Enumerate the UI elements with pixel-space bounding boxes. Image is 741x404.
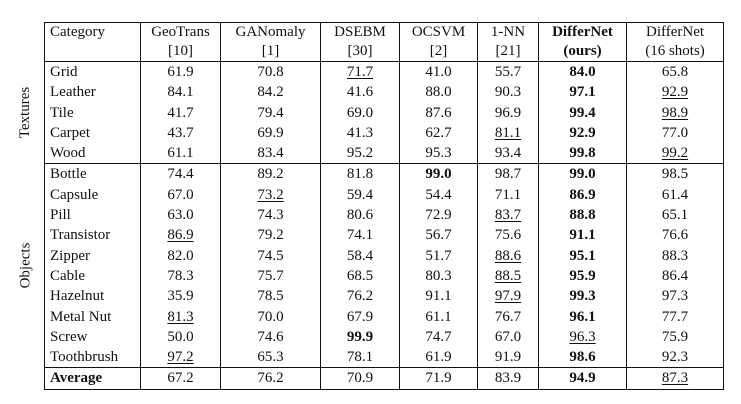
- score-value: 41.7: [167, 104, 194, 121]
- score-cell: [221, 82, 321, 102]
- header-method-ref: [10]: [141, 42, 221, 62]
- table-row: [45, 185, 724, 205]
- table-row: [45, 123, 724, 143]
- score-cell: [478, 286, 539, 306]
- score-value: 70.0: [257, 308, 284, 325]
- score-cell: [221, 266, 321, 286]
- score-cell: [539, 307, 627, 327]
- score-cell: [400, 62, 478, 83]
- score-cell: [478, 266, 539, 286]
- score-cell: [478, 246, 539, 266]
- table-row: [45, 205, 724, 225]
- score-value: 41.6: [346, 84, 374, 101]
- score-value: 82.0: [167, 247, 194, 264]
- table-row: [45, 347, 724, 368]
- score-cell: [627, 286, 724, 306]
- score-cell: [400, 143, 478, 164]
- table-row: [45, 246, 724, 266]
- score-value: 91.1: [569, 227, 596, 244]
- score-cell: [321, 246, 400, 266]
- score-cell: [627, 164, 724, 185]
- row-category: Average: [45, 368, 141, 389]
- score-cell: [221, 205, 321, 225]
- score-cell: [141, 205, 221, 225]
- results-table: [44, 22, 724, 390]
- score-value: 80.3: [425, 267, 452, 284]
- score-cell: [321, 205, 400, 225]
- row-category: Cable: [45, 266, 141, 286]
- score-value: 55.7: [494, 64, 522, 80]
- score-value: 98.7: [494, 166, 522, 183]
- average-row: [45, 368, 724, 389]
- score-value: 78.5: [257, 288, 284, 305]
- score-value: 65.1: [661, 207, 689, 224]
- score-value: 96.9: [494, 104, 522, 121]
- score-cell: [141, 368, 221, 389]
- table-row: [45, 286, 724, 306]
- score-cell: [539, 103, 627, 123]
- score-value: 84.2: [257, 84, 284, 101]
- score-value: 54.4: [425, 186, 452, 203]
- header-row-2: [45, 42, 724, 62]
- score-cell: [321, 185, 400, 205]
- score-value: 98.9: [661, 104, 689, 121]
- table-row: [45, 327, 724, 347]
- score-value: 78.3: [167, 267, 194, 284]
- score-cell: [221, 123, 321, 143]
- score-cell: [627, 205, 724, 225]
- score-value: 98.6: [569, 349, 596, 366]
- score-value: 65.3: [257, 349, 284, 366]
- score-value: 74.6: [257, 328, 284, 345]
- score-value: 96.3: [569, 328, 596, 345]
- score-cell: [539, 225, 627, 245]
- score-cell: [627, 103, 724, 123]
- table-row: [45, 103, 724, 123]
- score-value: 69.9: [257, 124, 284, 141]
- score-value: 95.9: [569, 267, 596, 284]
- score-cell: [400, 286, 478, 306]
- group-label: [16, 164, 36, 368]
- score-value: 74.1: [346, 227, 374, 244]
- score-cell: [141, 143, 221, 164]
- row-category: Pill: [45, 205, 141, 225]
- score-value: 67.0: [494, 328, 522, 345]
- score-value: 78.1: [346, 349, 374, 366]
- score-cell: [539, 82, 627, 102]
- score-value: 92.9: [569, 124, 596, 141]
- score-cell: [627, 185, 724, 205]
- score-value: 75.9: [661, 328, 689, 345]
- score-value: 77.0: [661, 124, 689, 141]
- score-cell: [321, 266, 400, 286]
- score-cell: [627, 82, 724, 102]
- score-cell: [400, 205, 478, 225]
- header-method-name: DSEBM: [321, 23, 400, 43]
- score-value: 70.9: [346, 370, 374, 387]
- score-cell: [539, 286, 627, 306]
- score-value: 71.1: [494, 186, 522, 203]
- score-value: 69.0: [346, 104, 374, 121]
- score-cell: [627, 307, 724, 327]
- score-cell: [478, 123, 539, 143]
- score-cell: [221, 103, 321, 123]
- score-value: 90.3: [494, 84, 522, 101]
- group-label-text: Textures: [17, 87, 34, 139]
- score-value: 35.9: [167, 288, 194, 305]
- score-value: 83.7: [494, 207, 522, 224]
- score-cell: [400, 164, 478, 185]
- score-value: 97.3: [661, 288, 689, 305]
- score-value: 88.5: [494, 267, 522, 284]
- score-cell: [141, 307, 221, 327]
- score-value: 67.9: [346, 308, 374, 325]
- score-value: 74.4: [167, 166, 194, 183]
- score-value: 91.1: [425, 288, 452, 305]
- score-cell: [539, 143, 627, 164]
- score-value: 83.9: [494, 370, 522, 387]
- score-cell: [141, 123, 221, 143]
- score-cell: [221, 143, 321, 164]
- score-value: 56.7: [425, 227, 452, 244]
- score-cell: [539, 205, 627, 225]
- score-cell: [400, 185, 478, 205]
- score-value: 99.9: [346, 328, 374, 345]
- score-cell: [400, 347, 478, 368]
- group-label-text: Objects: [17, 243, 34, 289]
- score-value: 99.2: [661, 145, 689, 162]
- score-value: 68.5: [346, 267, 374, 284]
- score-cell: [478, 185, 539, 205]
- score-value: 81.8: [346, 166, 374, 183]
- score-cell: [321, 286, 400, 306]
- score-cell: [141, 82, 221, 102]
- score-value: 79.4: [257, 104, 284, 121]
- score-cell: [627, 123, 724, 143]
- score-value: 97.2: [167, 349, 194, 366]
- score-value: 81.1: [494, 124, 522, 141]
- score-cell: [478, 225, 539, 245]
- score-cell: [478, 347, 539, 368]
- score-cell: [321, 103, 400, 123]
- header-method-name: GANomaly: [221, 23, 321, 43]
- score-cell: [400, 82, 478, 102]
- score-value: 92.9: [661, 84, 689, 101]
- score-value: 98.5: [661, 166, 689, 183]
- row-category: Wood: [45, 143, 141, 164]
- score-value: 61.1: [167, 145, 194, 162]
- score-value: 86.4: [661, 267, 689, 284]
- score-cell: [478, 327, 539, 347]
- score-value: 70.8: [257, 64, 284, 80]
- score-cell: [221, 246, 321, 266]
- score-cell: [321, 164, 400, 185]
- score-value: 86.9: [569, 186, 596, 203]
- score-cell: [627, 246, 724, 266]
- header-method-name: DifferNet: [645, 24, 705, 40]
- score-cell: [400, 225, 478, 245]
- score-cell: [539, 327, 627, 347]
- score-value: 88.0: [425, 84, 452, 101]
- score-cell: [221, 347, 321, 368]
- row-category: Hazelnut: [45, 286, 141, 306]
- row-category: Toothbrush: [45, 347, 141, 368]
- score-value: 77.7: [661, 308, 689, 325]
- score-value: 99.4: [569, 104, 596, 121]
- score-value: 93.4: [494, 145, 522, 162]
- score-cell: [627, 62, 724, 83]
- header-row-1: [45, 23, 724, 43]
- score-cell: [627, 225, 724, 245]
- row-category: Leather: [45, 82, 141, 102]
- score-value: 88.6: [494, 247, 522, 264]
- score-value: 94.9: [569, 370, 596, 387]
- score-cell: [141, 164, 221, 185]
- score-value: 74.3: [257, 207, 284, 224]
- score-value: 74.7: [425, 328, 452, 345]
- header-method-name: OCSVM: [400, 23, 478, 43]
- table-row: [45, 307, 724, 327]
- table-row: [45, 266, 724, 286]
- header-method-ref: [30]: [321, 42, 400, 62]
- score-value: 97.9: [494, 288, 522, 305]
- header-method-ref: [2]: [400, 42, 478, 62]
- score-cell: [321, 347, 400, 368]
- score-value: 41.3: [346, 124, 374, 141]
- score-value: 91.9: [494, 349, 522, 366]
- header-method-name: GeoTrans: [141, 23, 221, 43]
- score-value: 72.9: [425, 207, 452, 224]
- score-cell: [321, 82, 400, 102]
- score-value: 75.7: [257, 267, 284, 284]
- score-cell: [141, 225, 221, 245]
- score-value: 76.7: [494, 308, 522, 325]
- header-method-ref: (ours): [539, 42, 627, 62]
- score-cell: [478, 62, 539, 83]
- table-row: [45, 164, 724, 185]
- score-cell: [141, 327, 221, 347]
- score-cell: [221, 327, 321, 347]
- score-value: 79.2: [257, 227, 284, 244]
- score-value: 99.3: [569, 288, 596, 305]
- score-value: 67.0: [167, 186, 194, 203]
- score-cell: [400, 327, 478, 347]
- score-value: 86.9: [167, 227, 194, 244]
- score-value: 61.4: [661, 186, 689, 203]
- header-method-name: 1-NN: [478, 23, 539, 43]
- score-value: 61.9: [425, 349, 452, 366]
- header-category-spacer: [45, 42, 141, 62]
- score-value: 75.6: [494, 227, 522, 244]
- header-method-name: DifferNet: [539, 23, 627, 43]
- score-value: 88.8: [569, 207, 596, 224]
- row-category: Bottle: [45, 164, 141, 185]
- row-category: Zipper: [45, 246, 141, 266]
- table-row: [45, 225, 724, 245]
- score-value: 43.7: [167, 124, 194, 141]
- score-cell: [141, 266, 221, 286]
- score-value: 73.2: [257, 186, 284, 203]
- results-table-container: [44, 22, 723, 390]
- score-value: 61.9: [167, 64, 194, 80]
- score-cell: [141, 246, 221, 266]
- score-value: 51.7: [425, 247, 452, 264]
- table-row: [45, 62, 724, 83]
- header-method-ref: (16 shots): [627, 42, 724, 62]
- score-cell: [221, 307, 321, 327]
- score-cell: [539, 164, 627, 185]
- row-category: Metal Nut: [45, 307, 141, 327]
- score-value: 97.1: [569, 84, 596, 101]
- score-value: 80.6: [346, 207, 374, 224]
- score-cell: [321, 225, 400, 245]
- score-cell: [539, 266, 627, 286]
- score-cell: [400, 307, 478, 327]
- score-value: 76.6: [661, 227, 689, 244]
- row-category: Capsule: [45, 185, 141, 205]
- score-cell: [478, 164, 539, 185]
- table-row: [45, 82, 724, 102]
- score-cell: [321, 62, 400, 83]
- score-cell: [539, 368, 627, 389]
- score-value: 96.1: [569, 308, 596, 325]
- score-value: 95.1: [569, 247, 596, 264]
- score-value: 99.0: [569, 166, 596, 183]
- score-cell: [539, 347, 627, 368]
- row-category: Screw: [45, 327, 141, 347]
- score-cell: [478, 307, 539, 327]
- score-cell: [478, 205, 539, 225]
- score-cell: [221, 225, 321, 245]
- score-value: 76.2: [257, 370, 284, 387]
- score-cell: [627, 347, 724, 368]
- score-cell: [478, 368, 539, 389]
- score-value: 67.2: [167, 370, 194, 387]
- group-label: [16, 62, 36, 164]
- score-value: 74.5: [257, 247, 284, 264]
- header-method-ref: [21]: [478, 42, 539, 62]
- score-value: 61.1: [425, 308, 452, 325]
- row-category: Transistor: [45, 225, 141, 245]
- score-cell: [221, 62, 321, 83]
- row-category: Tile: [45, 103, 141, 123]
- score-value: 63.0: [167, 207, 194, 224]
- score-value: 83.4: [257, 145, 284, 162]
- score-value: 76.2: [346, 288, 374, 305]
- score-cell: [221, 185, 321, 205]
- score-cell: [141, 62, 221, 83]
- score-value: 88.3: [661, 247, 689, 264]
- row-category: Carpet: [45, 123, 141, 143]
- score-value: 58.4: [346, 247, 374, 264]
- score-cell: [539, 123, 627, 143]
- score-cell: [627, 266, 724, 286]
- score-value: 84.0: [569, 64, 596, 80]
- score-cell: [141, 103, 221, 123]
- score-value: 81.3: [167, 308, 194, 325]
- score-cell: [478, 103, 539, 123]
- score-value: 99.0: [425, 166, 452, 183]
- score-value: 59.4: [346, 186, 374, 203]
- header-category: Category: [45, 23, 141, 43]
- score-cell: [221, 368, 321, 389]
- score-cell: [539, 185, 627, 205]
- score-cell: [321, 327, 400, 347]
- row-category: Grid: [45, 62, 141, 83]
- score-cell: [400, 103, 478, 123]
- header-method-ref: [1]: [221, 42, 321, 62]
- score-cell: [141, 185, 221, 205]
- score-cell: [627, 368, 724, 389]
- score-cell: [400, 368, 478, 389]
- score-value: 92.3: [661, 349, 689, 366]
- score-value: 50.0: [167, 328, 194, 345]
- score-cell: [627, 327, 724, 347]
- table-row: [45, 143, 724, 164]
- score-cell: [321, 123, 400, 143]
- score-cell: [321, 368, 400, 389]
- score-cell: [321, 143, 400, 164]
- score-value: 95.2: [346, 145, 374, 162]
- score-value: 89.2: [257, 166, 284, 183]
- score-value: 65.8: [661, 64, 689, 80]
- score-value: 87.6: [425, 104, 452, 121]
- score-cell: [627, 143, 724, 164]
- score-value: 41.0: [425, 64, 452, 80]
- score-value: 71.9: [425, 370, 452, 387]
- score-cell: [400, 123, 478, 143]
- score-cell: [221, 164, 321, 185]
- score-cell: [141, 347, 221, 368]
- score-value: 87.3: [661, 370, 689, 387]
- score-value: 71.7: [346, 64, 374, 80]
- score-cell: [141, 286, 221, 306]
- score-cell: [321, 307, 400, 327]
- score-cell: [478, 82, 539, 102]
- score-cell: [539, 62, 627, 83]
- score-cell: [400, 266, 478, 286]
- score-cell: [478, 143, 539, 164]
- score-value: 95.3: [425, 145, 452, 162]
- score-cell: [400, 246, 478, 266]
- score-cell: [539, 246, 627, 266]
- score-cell: [221, 286, 321, 306]
- score-value: 84.1: [167, 84, 194, 101]
- score-value: 62.7: [425, 124, 452, 141]
- score-value: 99.8: [569, 145, 596, 162]
